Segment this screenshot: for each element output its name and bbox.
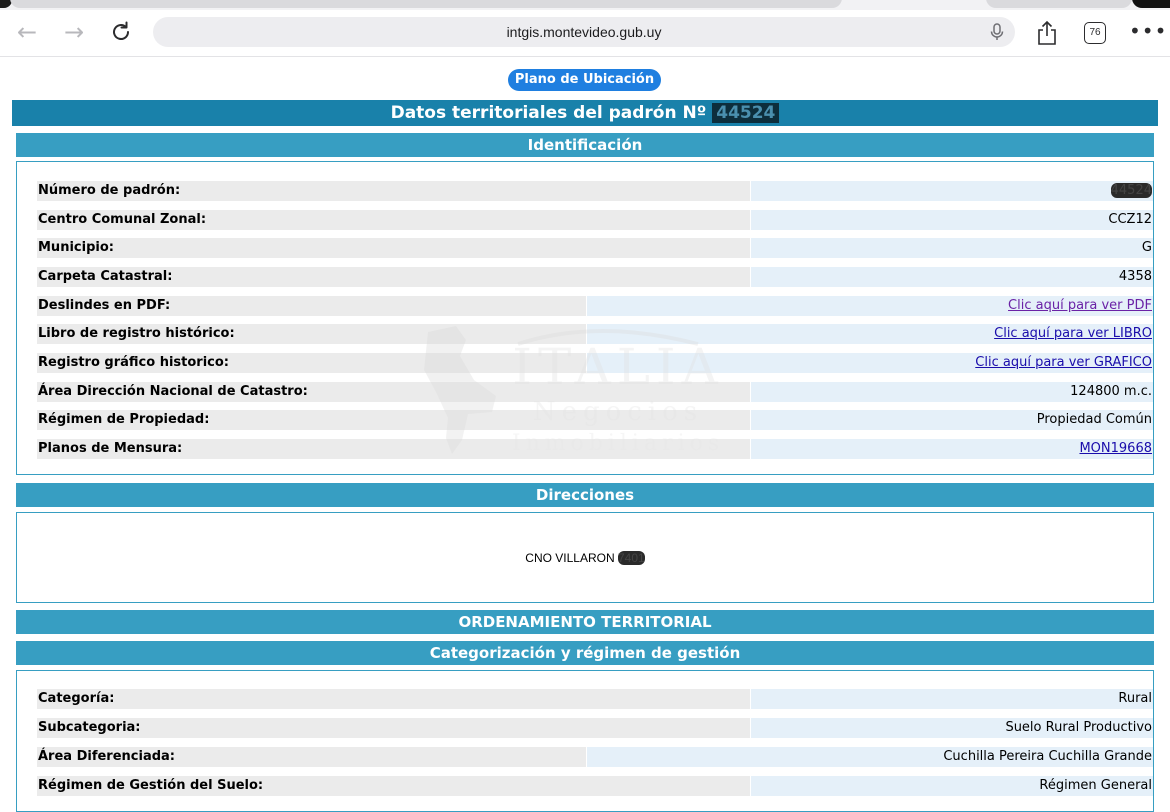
reload-icon[interactable] [108, 19, 134, 45]
row-label: Subcategoria: [37, 718, 750, 738]
address-text [17, 551, 1153, 565]
row-value: Suelo Rural Productivo [751, 718, 1153, 738]
address-street: CNO VILLARON [525, 551, 618, 565]
row-label: Libro de registro histórico: [37, 324, 586, 344]
row-label: Área Diferenciada: [37, 747, 586, 767]
row-value: CCZ12 [751, 210, 1153, 230]
table-row [37, 689, 1153, 709]
table-row [37, 267, 1153, 287]
tab-corner[interactable] [1132, 0, 1170, 8]
row-label: Área Dirección Nacional de Catastro: [37, 382, 750, 402]
row-label: Carpeta Catastral: [37, 267, 750, 287]
page-title-padron: 44524 [712, 103, 779, 123]
table-row [37, 718, 1153, 738]
page-content [0, 57, 1170, 793]
forward-arrow-icon[interactable]: → [63, 18, 85, 46]
address-number: 7401 [618, 551, 645, 565]
address-bar[interactable] [153, 17, 1015, 47]
row-value [587, 353, 1153, 373]
table-row [37, 382, 1153, 402]
browser-toolbar [0, 10, 1170, 57]
row-value: G [751, 238, 1153, 258]
table-row [37, 776, 1153, 796]
row-value: Cuchilla Pereira Cuchilla Grande [587, 747, 1153, 767]
tab-strip [0, 0, 1170, 10]
section-ordenamiento-header: ORDENAMIENTO TERRITORIAL [16, 610, 1154, 634]
row-value: 124800 m.c. [751, 382, 1153, 402]
tab-inactive[interactable] [986, 0, 1132, 8]
row-value [587, 296, 1153, 316]
page-title-prefix: Datos territoriales del padrón Nº [390, 103, 713, 123]
share-icon[interactable] [1036, 20, 1058, 46]
categorizacion-panel [16, 670, 1154, 812]
tabs-count-button[interactable]: 76 [1084, 22, 1106, 44]
plano-ubicacion-button[interactable]: Plano de Ubicación [508, 69, 661, 91]
direcciones-panel [16, 512, 1154, 603]
row-label: Régimen de Gestión del Suelo: [37, 776, 750, 796]
libro-registro-link[interactable]: Clic aquí para ver LIBRO [994, 326, 1152, 341]
planos-mensura-link[interactable]: MON19668 [1079, 441, 1152, 456]
row-value: 4358 [751, 267, 1153, 287]
watermark-line2: Negocios [532, 397, 704, 427]
row-label: Deslindes en PDF: [37, 296, 586, 316]
row-label: Régimen de Propiedad: [37, 410, 750, 430]
table-row [37, 324, 1153, 344]
section-categorizacion-header: Categorización y régimen de gestión [16, 641, 1154, 665]
table-row [37, 410, 1153, 430]
row-value: Propiedad Común [751, 410, 1153, 430]
section-direcciones-header: Direcciones [16, 483, 1154, 507]
page-title [12, 100, 1158, 126]
table-row [37, 181, 1153, 201]
row-label: Número de padrón: [37, 181, 750, 201]
watermark-line1: ITALIA [512, 338, 724, 396]
row-value [587, 324, 1153, 344]
row-value [751, 181, 1153, 201]
table-row [37, 353, 1153, 373]
row-label: Planos de Mensura: [37, 439, 750, 459]
table-row [37, 238, 1153, 258]
row-value: Rural [751, 689, 1153, 709]
back-arrow-icon[interactable]: ← [16, 18, 38, 46]
row-label: Registro gráfico historico: [37, 353, 586, 373]
row-label: Categoría: [37, 689, 750, 709]
identificacion-panel [16, 161, 1154, 475]
row-label: Municipio: [37, 238, 750, 258]
more-options-icon[interactable]: ••• [1129, 19, 1168, 43]
registro-grafico-link[interactable]: Clic aquí para ver GRAFICO [975, 355, 1152, 370]
watermark-line3: Inmobiliarios [511, 431, 725, 456]
row-label: Centro Comunal Zonal: [37, 210, 750, 230]
table-row [37, 439, 1153, 459]
table-row [37, 296, 1153, 316]
section-identificacion-header: Identificación [16, 133, 1154, 157]
padron-value: 44524 [1110, 183, 1152, 198]
microphone-icon[interactable] [987, 22, 1007, 42]
table-row [37, 210, 1153, 230]
url-text[interactable]: intgis.montevideo.gub.uy [506, 24, 662, 40]
row-value [751, 439, 1153, 459]
deslindes-pdf-link[interactable]: Clic aquí para ver PDF [1008, 298, 1152, 313]
reload-svg [108, 19, 134, 45]
tab-active[interactable] [10, 0, 842, 8]
row-value: Régimen General [751, 776, 1153, 796]
table-row [37, 747, 1153, 767]
